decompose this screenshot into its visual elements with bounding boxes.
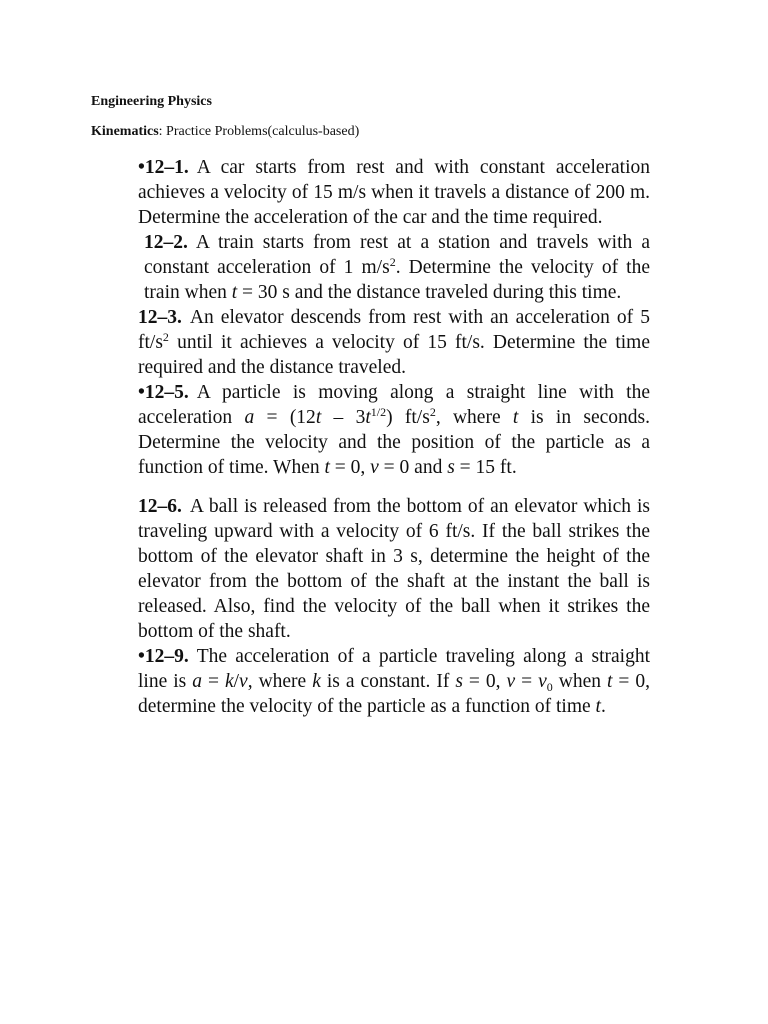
math-variable: t — [324, 457, 330, 478]
problem-text-part: = 0, determine the velocity of the particle as a function of time — [138, 671, 651, 717]
math-variable: v — [239, 671, 248, 692]
problem-number: •12–1. — [138, 157, 189, 178]
problem-text-part: = (12 — [254, 407, 316, 428]
subtitle-text: : Practice Problems(calculus-based) — [158, 124, 360, 139]
subtitle-label: Kinematics — [91, 124, 159, 139]
problem-text: A ball is released from the bottom of an elevator which is traveling upward with a velocity of 6 ft/s. If the ball strikes the bottom of the elevator shaft in 3 s, determine the height of the elevator from the bottom of the shaft at the instant the ball is released. Also, find the velocity of the ball when it strikes the bottom of the shaft. — [138, 496, 650, 642]
problem-text-part: A train starts from rest at a station and travels with a constant acceleration of 1 m/s — [144, 232, 650, 278]
subscript: 0 — [546, 680, 553, 694]
problem-12-2 — [144, 230, 650, 305]
problem-text-part: is a constant. If — [320, 671, 456, 692]
math-variable: k — [224, 671, 234, 692]
problem-text-part: / — [233, 671, 240, 692]
problem-text: A car starts from rest and with constant acceleration achieves a velocity of 15 m/s when it travels a distance of 200 m. Determine the acceleration of the car and the time required. — [138, 157, 650, 228]
superscript: 2 — [162, 330, 169, 344]
problem-text-part: when — [552, 671, 608, 692]
problem-text-part: , where — [247, 671, 313, 692]
document-subtitle — [91, 124, 359, 140]
problem-text-part: – 3 — [321, 407, 366, 428]
problem-text-part: = 30 s and the distance traveled during this time. — [237, 282, 622, 303]
math-variable: a — [244, 407, 255, 428]
problem-text-part: . Determine the velocity of the train when — [144, 257, 650, 303]
problem-number: •12–5. — [138, 382, 189, 403]
problem-text-part: = 0 and — [378, 457, 448, 478]
problem-text-part: ) ft/s — [386, 407, 430, 428]
problem-text-part: = 15 ft. — [454, 457, 517, 478]
superscript: 1/2 — [370, 405, 387, 419]
problem-12-6 — [138, 494, 650, 644]
math-variable: k — [312, 671, 321, 692]
math-variable: t — [595, 696, 601, 717]
document-title: Engineering Physics — [91, 94, 212, 109]
problem-text-part: = 0, — [462, 671, 507, 692]
problem-text-part: = 0, — [329, 457, 371, 478]
problem-text-part: A particle is moving along a straight line with the acceleration — [138, 382, 650, 428]
math-variable: t — [607, 671, 613, 692]
problem-list — [138, 155, 650, 719]
math-variable: s — [455, 671, 463, 692]
problem-text-part: The acceleration of a particle traveling along a straight line is — [138, 646, 650, 692]
math-variable: a — [192, 671, 202, 692]
math-variable: t — [365, 407, 371, 428]
problem-text-part: , where — [435, 407, 513, 428]
math-variable: t — [512, 407, 519, 428]
problem-number: 12–2. — [144, 232, 188, 253]
problem-12-1 — [138, 155, 650, 230]
problem-text-part: = — [201, 671, 225, 692]
problem-text-part: An elevator descends from rest with an acceleration of 5 ft/s — [138, 307, 650, 353]
math-variable: t — [315, 407, 322, 428]
problem-number: 12–6. — [138, 496, 182, 517]
math-variable: t — [231, 282, 238, 303]
math-variable: v — [506, 671, 516, 692]
problem-number: •12–9. — [138, 646, 189, 667]
math-variable: v — [538, 671, 547, 692]
problem-text-part: until it achieves a velocity of 15 ft/s. Determine the time required and the distance traveled. — [138, 332, 650, 378]
problem-12-3 — [138, 305, 650, 380]
math-variable: s — [447, 457, 455, 478]
superscript: 2 — [389, 255, 396, 269]
problem-12-9 — [138, 644, 650, 719]
problem-text-part: . — [600, 696, 606, 717]
problem-number: 12–3. — [138, 307, 182, 328]
problem-text-part: is in seconds. Determine the velocity and the position of the particle as a function of time. When — [138, 407, 651, 478]
superscript: 2 — [429, 405, 436, 419]
problem-text-part: = — [515, 671, 539, 692]
problem-12-5 — [138, 380, 650, 480]
math-variable: v — [370, 457, 379, 478]
